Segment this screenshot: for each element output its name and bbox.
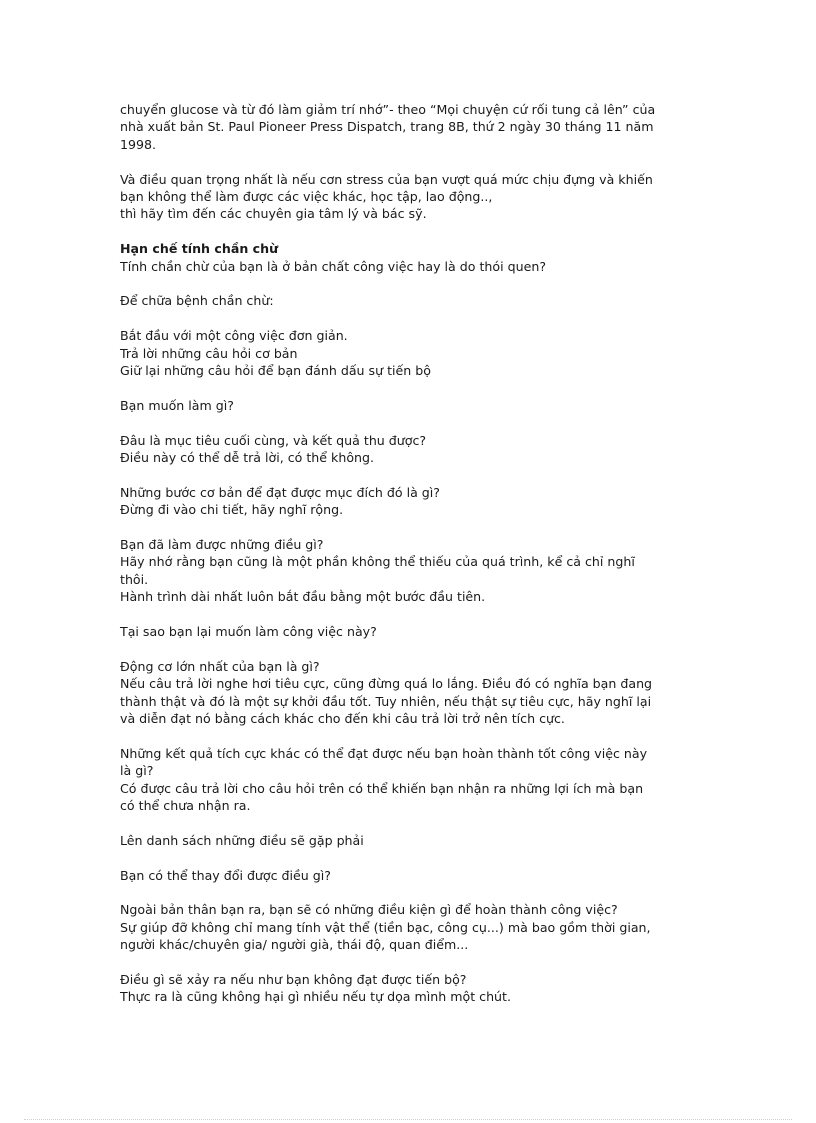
text-line: Tại sao bạn lại muốn làm công việc này?: [120, 624, 377, 640]
text-line: Sự giúp đỡ không chỉ mang tính vật thể (tiền bạc, công cụ...) mà bao gồm thời gian,: [120, 919, 651, 935]
text-line: có thể chưa nhận ra.: [120, 798, 251, 814]
text-line: thôi.: [120, 571, 149, 587]
paragraph: [120, 901, 700, 953]
text-line: Ngoài bản thân bạn ra, bạn sẽ có những điều kiện gì để hoàn thành công việc?: [120, 902, 618, 918]
paragraph: [120, 397, 700, 414]
text-line: thành thật và đó là một sự khởi đầu tốt. Tuy nhiên, nếu thật sự tiêu cực, hãy nghĩ lại: [120, 693, 652, 709]
paragraph: [120, 484, 700, 519]
paragraph: [120, 867, 700, 884]
text-line: Trả lời những câu hỏi cơ bản: [120, 345, 298, 361]
paragraph: [120, 292, 700, 309]
text-line: Tính chần chừ của bạn là ở bản chất công việc hay là do thói quen?: [120, 258, 546, 274]
text-line: Bạn đã làm được những điều gì?: [120, 537, 324, 553]
text-line: Lên danh sách những điều sẽ gặp phải: [120, 832, 364, 848]
section-heading: Hạn chế tính chần chừ: [120, 241, 279, 257]
page-bottom-divider: [24, 1119, 792, 1120]
text-line: Điều này có thể dễ trả lời, có thể không.: [120, 450, 375, 466]
text-line: Những kết quả tích cực khác có thể đạt được nếu bạn hoàn thành tốt công việc này: [120, 745, 648, 761]
text-line: Bạn có thể thay đổi được điều gì?: [120, 867, 331, 883]
paragraph: [120, 658, 700, 728]
paragraph: [120, 171, 700, 223]
text-line: Đừng đi vào chi tiết, hãy nghĩ rộng.: [120, 502, 344, 518]
text-line: Hãy nhớ rằng bạn cũng là một phần không thể thiếu của quá trình, kể cả chỉ nghĩ: [120, 554, 635, 570]
text-line: Giữ lại những câu hỏi để bạn đánh dấu sự tiến bộ: [120, 363, 431, 379]
text-line: người khác/chuyên gia/ người già, thái độ, quan điểm...: [120, 937, 469, 953]
paragraph: [120, 536, 700, 606]
text-line: nhà xuất bản St. Paul Pioneer Press Dispatch, trang 8B, thứ 2 ngày 30 tháng 11 năm: [120, 119, 654, 135]
text-line: bạn không thể làm được các việc khác, học tập, lao động..,: [120, 189, 493, 205]
text-line: Và điều quan trọng nhất là nếu cơn stress của bạn vượt quá mức chịu đựng và khiến: [120, 171, 653, 187]
text-line: Bạn muốn làm gì?: [120, 397, 234, 413]
text-line: Những bước cơ bản để đạt được mục đích đó là gì?: [120, 484, 440, 500]
paragraph: [120, 240, 700, 275]
paragraph: [120, 327, 700, 379]
document-page: [120, 101, 700, 1023]
text-line: chuyển glucose và từ đó làm giảm trí nhớ”- theo “Mọi chuyện cứ rối tung cả lên” của: [120, 102, 656, 117]
text-line: Điều gì sẽ xảy ra nếu như bạn không đạt được tiến bộ?: [120, 972, 467, 988]
paragraph: [120, 432, 700, 467]
text-line: Động cơ lớn nhất của bạn là gì?: [120, 658, 320, 674]
paragraph: [120, 971, 700, 1006]
paragraph: [120, 745, 700, 815]
text-line: thì hãy tìm đến các chuyên gia tâm lý và bác sỹ.: [120, 206, 427, 222]
paragraph: [120, 623, 700, 640]
paragraph: [120, 832, 700, 849]
text-line: 1998.: [120, 136, 157, 152]
text-line: Bắt đầu với một công việc đơn giản.: [120, 328, 348, 344]
text-line: Thực ra là cũng không hại gì nhiều nếu tự dọa mình một chút.: [120, 989, 511, 1005]
text-line: Có được câu trả lời cho câu hỏi trên có thể khiến bạn nhận ra những lợi ích mà bạn: [120, 780, 644, 796]
text-line: Để chữa bệnh chần chừ:: [120, 293, 274, 309]
text-line: Đâu là mục tiêu cuối cùng, và kết quả thu được?: [120, 432, 427, 448]
text-line: là gì?: [120, 763, 154, 779]
text-line: Nếu câu trả lời nghe hơi tiêu cực, cũng đừng quá lo lắng. Điều đó có nghĩa bạn đang: [120, 676, 653, 692]
paragraph: [120, 101, 700, 153]
text-line: và diễn đạt nó bằng cách khác cho đến khi câu trả lời trở nên tích cực.: [120, 711, 565, 727]
text-line: Hành trình dài nhất luôn bắt đầu bằng một bước đầu tiên.: [120, 589, 486, 605]
